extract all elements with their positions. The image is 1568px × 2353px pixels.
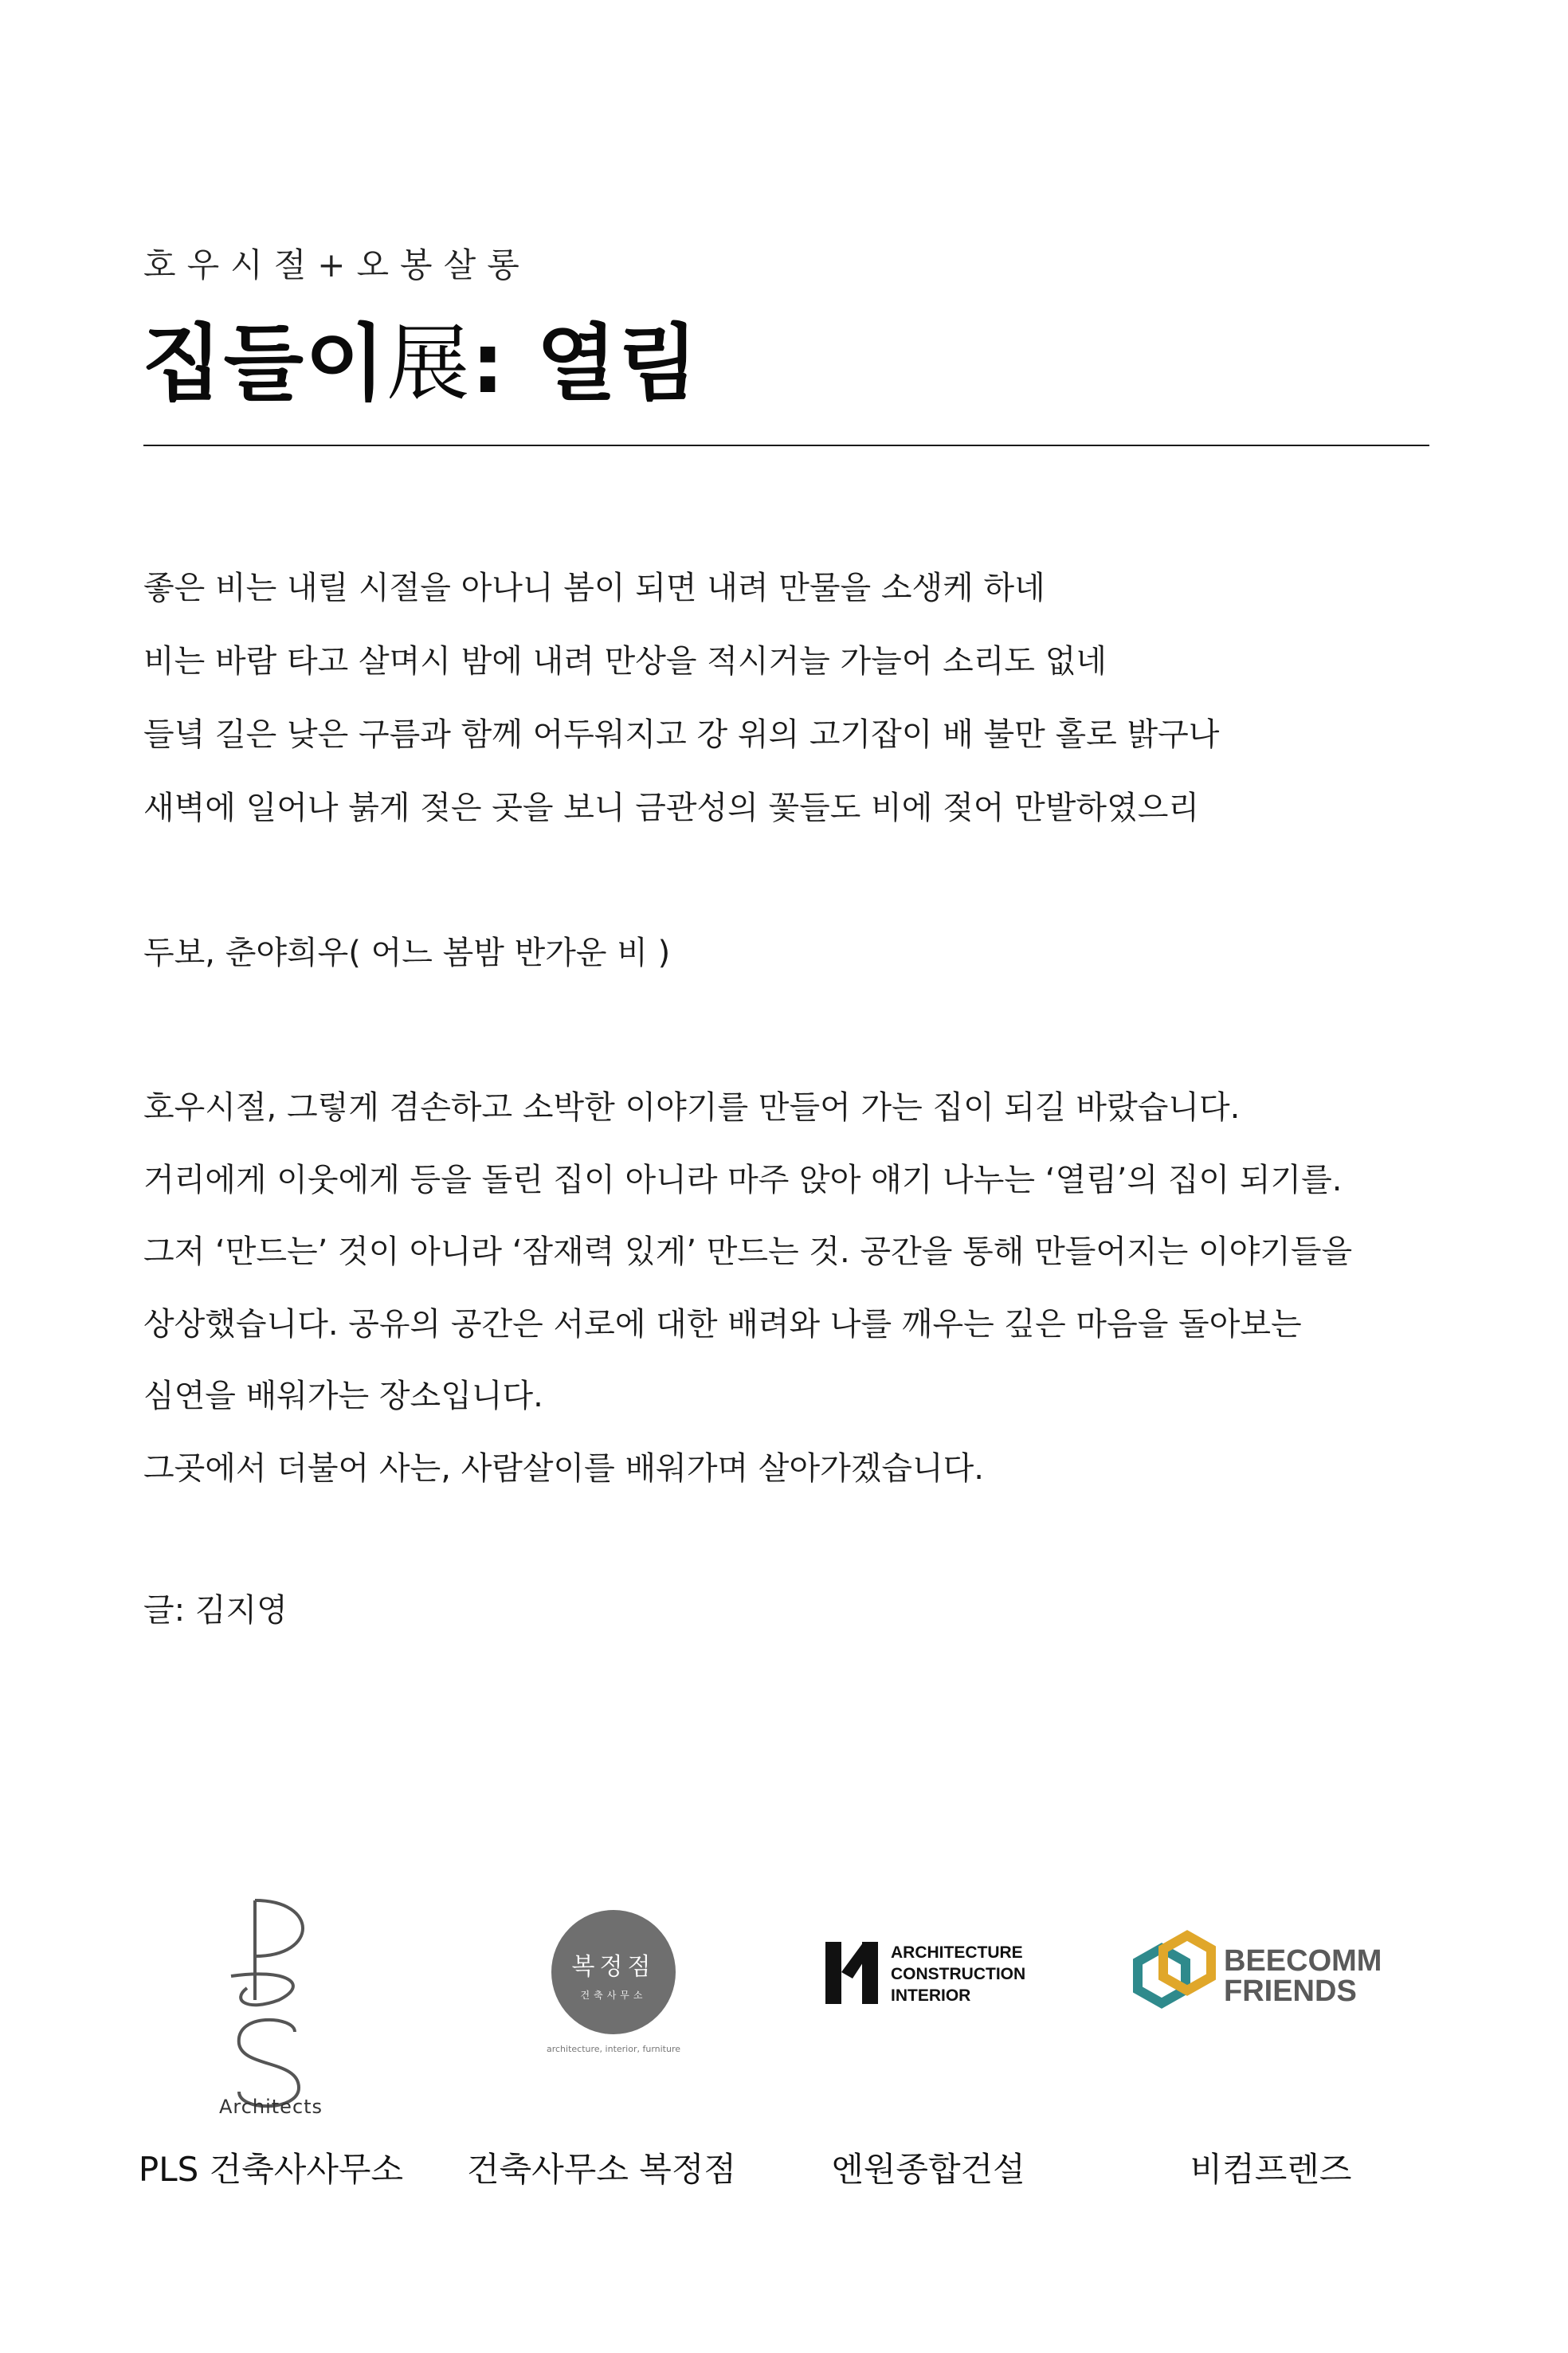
title-rest: : 열림	[471, 315, 700, 412]
essay-block	[143, 1072, 1352, 1504]
beecomm-friends-logo	[1123, 1924, 1386, 2020]
n1-line-3: INTERIOR	[891, 1986, 971, 2005]
author-credit: 글: 김지영	[143, 1592, 288, 1629]
poem-line: 새벽에 일어나 붉게 젖은 곳을 보니 금관성의 꽃들도 비에 젖어 만발하였으리	[143, 790, 1199, 826]
n1-line-1: ARCHITECTURE	[891, 1943, 1023, 1962]
bokjeongjeom-name: 복정점	[571, 1953, 656, 1981]
poem-source-text: 두보, 춘야희우( 어느 봄밤 반가운 비 )	[143, 935, 671, 971]
title-hanja: 展	[386, 315, 472, 412]
beecomm-line-1: BEECOMM	[1224, 1944, 1382, 1978]
essay-line: 거리에게 이웃에게 등을 돌린 집이 아니라 마주 앉아 얘기 나누는 ‘열림’의 집이 되기를.	[143, 1161, 1343, 1198]
essay-line: 상상했습니다. 공유의 공간은 서로에 대한 배려와 나를 깨우는 깊은 마음을 돌아보는	[143, 1305, 1302, 1343]
essay-author	[143, 1574, 288, 1647]
company-n1: 엔원종합건설	[831, 2150, 1025, 2189]
pls-caption: Architects	[218, 2096, 323, 2118]
bokjeongjeom-sub: 건축사무소	[580, 1990, 647, 2001]
company-pls: PLS 건축사사무소	[138, 2150, 404, 2189]
company-beecomm: 비컴프렌즈	[1190, 2150, 1352, 2189]
exhibition-subtitle: 호우시절+오봉살롱	[143, 245, 531, 284]
title-main: 집들이	[142, 315, 387, 412]
n1-line-2: CONSTRUCTION	[891, 1965, 1026, 1983]
title-divider	[143, 445, 1429, 446]
bokjeongjeom-tagline: architecture, interior, furniture	[546, 2044, 681, 2054]
poem-line: 좋은 비는 내릴 시절을 아나니 봄이 되면 내려 만물을 소생케 하네	[143, 570, 1045, 606]
essay-line: 그저 ‘만드는’ 것이 아니라 ‘잠재력 있게’ 만드는 것. 공간을 통해 만들어지는 이야기들을	[143, 1233, 1353, 1270]
poem-source	[143, 916, 670, 990]
n1-construction-logo	[821, 1932, 1028, 2012]
sponsor-logos	[0, 1857, 1568, 2335]
poem-block	[143, 551, 1219, 845]
company-bokjeongjeom: 건축사무소 복정점	[467, 2150, 736, 2189]
bokjeongjeom-logo	[514, 1904, 713, 2064]
exhibition-title	[142, 296, 700, 416]
essay-line: 호우시절, 그렇게 겸손하고 소박한 이야기를 만들어 가는 집이 되길 바랐습니다.	[143, 1089, 1241, 1126]
essay-line: 그곳에서 더불어 사는, 사람살이를 배워가며 살아가겠습니다.	[143, 1449, 985, 1487]
pls-architects-logo	[199, 1880, 343, 2120]
poem-line: 들녘 길은 낮은 구름과 함께 어두워지고 강 위의 고기잡이 배 불만 홀로 밝구나	[143, 716, 1220, 753]
poem-line: 비는 바람 타고 살며시 밤에 내려 만상을 적시거늘 가늘어 소리도 없네	[143, 643, 1107, 680]
beecomm-line-2: FRIENDS	[1224, 1975, 1357, 2008]
essay-line: 심연을 배워가는 장소입니다.	[143, 1378, 543, 1414]
